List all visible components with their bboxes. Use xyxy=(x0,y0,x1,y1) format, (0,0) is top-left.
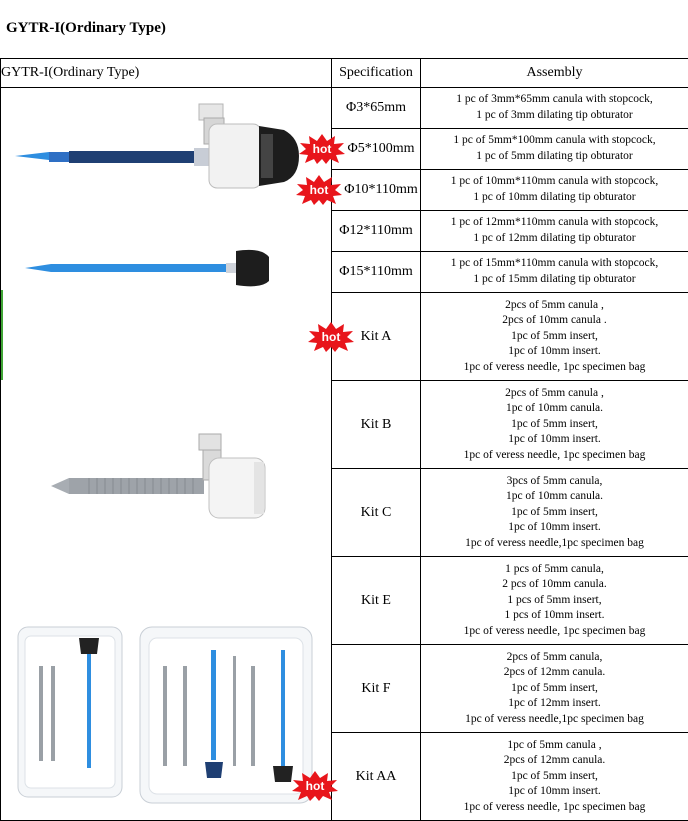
assembly-cell: 2pcs of 5mm canula , 2pcs of 10mm canula . 1pc of 5mm insert, 1pc of 10mm insert. 1pc of veress needle, 1pc specimen bag xyxy=(421,293,688,381)
spec-cell: Kit B xyxy=(332,381,421,469)
assembly-cell: 1 pc of 5mm*100mm canula with stopcock, 1 pc of 5mm dilating tip obturator xyxy=(421,129,688,170)
obturator-image xyxy=(21,243,281,293)
product-spec-table xyxy=(0,58,688,821)
assembly-cell: 1 pc of 10mm*110mm canula with stopcock, 1 pc of 10mm dilating tip obturator xyxy=(421,170,688,211)
assembly-cell: 2pcs of 5mm canula, 2pcs of 12mm canula. 1pc of 5mm insert, 1pc of 12mm insert. 1pc of veress needle,1pc specimen bag xyxy=(421,645,688,733)
spec-cell: Kit E xyxy=(332,557,421,645)
table-row xyxy=(1,88,688,129)
assembly-cell: 1 pcs of 5mm canula, 2 pcs of 10mm canula. 1 pcs of 5mm insert, 1 pcs of 10mm insert. 1pc of veress needle, 1pc specimen bag xyxy=(421,557,688,645)
assembly-cell: 1 pc of 15mm*110mm canula with stopcock, 1 pc of 15mm dilating tip obturator xyxy=(421,252,688,293)
hot-badge: hot xyxy=(292,771,338,801)
metal-canula-image xyxy=(49,428,279,528)
spec-cell: Kit F xyxy=(332,645,421,733)
spec-cell: hot Φ5*100mm xyxy=(332,129,421,170)
page-title: GYTR-I(Ordinary Type) xyxy=(6,20,166,36)
hot-badge: hot xyxy=(296,175,342,205)
table-header-row xyxy=(1,59,688,88)
assembly-cell: 2pcs of 5mm canula , 1pc of 10mm canula. 1pc of 5mm insert, 1pc of 10mm insert. 1pc of veress needle, 1pc specimen bag xyxy=(421,381,688,469)
assembly-cell: 3pcs of 5mm canula, 1pc of 10mm canula. 1pc of 5mm insert, 1pc of 10mm insert. 1pc of veress needle,1pc specimen bag xyxy=(421,469,688,557)
spec-cell: Φ3*65mm xyxy=(332,88,421,129)
spec-cell: hot Kit A xyxy=(332,293,421,381)
product-images-cell xyxy=(1,88,332,821)
spec-cell: Φ15*110mm xyxy=(332,252,421,293)
spec-cell: Φ12*110mm xyxy=(332,211,421,252)
spec-cell: hot Φ10*110mm xyxy=(332,170,421,211)
assembly-cell: 1 pc of 12mm*110mm canula with stopcock, 1 pc of 12mm dilating tip obturator xyxy=(421,211,688,252)
spec-cell: hot Kit AA xyxy=(332,733,421,821)
header-assembly: Assembly xyxy=(421,59,688,88)
header-model: GYTR-I(Ordinary Type) xyxy=(1,59,332,88)
hot-badge: hot xyxy=(299,134,345,164)
header-specification: Specification xyxy=(332,59,421,88)
hot-badge: hot xyxy=(308,322,354,352)
trocar-canula-image xyxy=(9,98,329,198)
assembly-cell: 1 pc of 3mm*65mm canula with stopcock, 1 pc of 3mm dilating tip obturator xyxy=(421,88,688,129)
assembly-cell: 1pc of 5mm canula , 2pcs of 12mm canula. 1pc of 5mm insert, 1pc of 10mm insert. 1pc of veress needle, 1pc specimen bag xyxy=(421,733,688,821)
kit-tray-small-image xyxy=(17,626,127,798)
kit-tray-large-image xyxy=(139,626,315,806)
spec-cell: Kit C xyxy=(332,469,421,557)
